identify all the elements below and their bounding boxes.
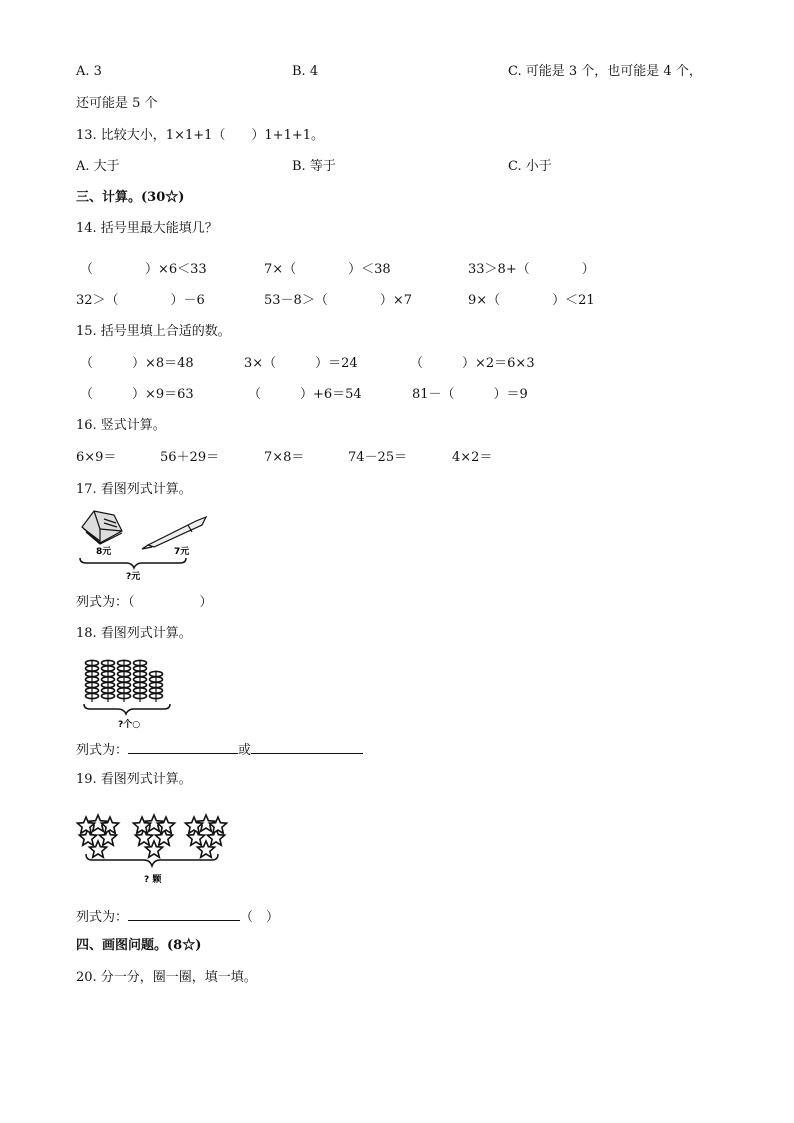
q18-or: 或	[238, 743, 252, 758]
q16-item-1: 6×9＝	[76, 450, 117, 465]
q13-option-b: B. 等于	[292, 159, 336, 174]
q18-figure	[82, 652, 192, 732]
pen-price: 7元	[174, 547, 190, 557]
q14-stem: 14. 括号里最大能填几？	[76, 221, 218, 236]
stars-total-label: ? 颗	[144, 875, 162, 885]
q16-item-3: 7×8＝	[264, 450, 305, 465]
q16-stem: 16. 竖式计算。	[76, 418, 166, 433]
section-4-title: 四、画图问题。(8☆)	[76, 938, 202, 953]
q14-r1-c1: （ ）×6＜33	[80, 262, 207, 277]
book-price: 8元	[96, 547, 112, 557]
q12-option-c: C. 可能是 3 个，也可能是 4 个，	[508, 64, 702, 79]
q19-figure	[78, 810, 238, 890]
q18-stem: 18. 看图列式计算。	[76, 626, 192, 641]
q15-r2-c1: （ ）×9＝63	[80, 387, 194, 402]
q14-r2-c2: 53－8＞（ ）×7	[264, 293, 412, 308]
section-3-title: 三、计算。(30☆)	[76, 190, 185, 205]
q18-answer-line	[76, 739, 363, 760]
q16-item-2: 56＋29＝	[160, 450, 220, 465]
q15-stem: 15. 括号里填上合适的数。	[76, 324, 231, 339]
q14-r1-c3: 33＞8+（ ）	[468, 262, 595, 277]
q19-answer-blank[interactable]	[128, 906, 240, 921]
q16-item-4: 74－25＝	[348, 450, 408, 465]
q17-stem: 17. 看图列式计算。	[76, 482, 192, 497]
q12-option-c-continued: 还可能是 5 个	[76, 96, 158, 111]
q19-stem: 19. 看图列式计算。	[76, 772, 192, 787]
q19-answer-label: 列式为：	[76, 910, 129, 925]
abacus-brace	[84, 704, 170, 714]
q15-r1-c1: （ ）×8＝48	[80, 356, 194, 371]
q20-stem: 20. 分一分，圈一圈，填一填。	[76, 970, 257, 985]
q15-r1-c3: （ ）×2＝6×3	[410, 356, 535, 371]
total-brace	[80, 558, 186, 568]
q14-r1-c2: 7×（ ）＜38	[264, 262, 391, 277]
abacus-total-label: ?个○	[118, 720, 141, 730]
q18-answer-blank-2[interactable]	[251, 739, 363, 754]
q15-r1-c2: 3×（ ）＝24	[244, 356, 358, 371]
q18-answer-blank-1[interactable]	[128, 739, 238, 754]
book-icon	[82, 511, 122, 544]
q18-answer-label: 列式为：	[76, 743, 129, 758]
pen-icon	[142, 517, 206, 549]
q14-r2-c3: 9×（ ）＜21	[468, 293, 595, 308]
q15-r2-c3: 81－（ ）＝9	[412, 387, 528, 402]
total-price: ?元	[126, 572, 141, 582]
q13-stem: 13. 比较大小，1×1+1（ ）1+1+1。	[76, 128, 325, 143]
q12-option-a: A. 3	[76, 64, 102, 79]
q17-figure	[76, 505, 216, 585]
q15-r2-c2: （ ）+6＝54	[248, 387, 362, 402]
q13-option-c: C. 小于	[508, 159, 552, 174]
q17-answer-label: 列式为：（ ）	[76, 595, 213, 610]
q19-answer-line	[76, 906, 279, 927]
q19-paren: （ ）	[240, 910, 280, 925]
q13-option-a: A. 大于	[76, 159, 120, 174]
q16-item-5: 4×2＝	[452, 450, 493, 465]
q12-option-b: B. 4	[292, 64, 319, 79]
q14-r2-c1: 32＞（ ）－6	[76, 293, 205, 308]
